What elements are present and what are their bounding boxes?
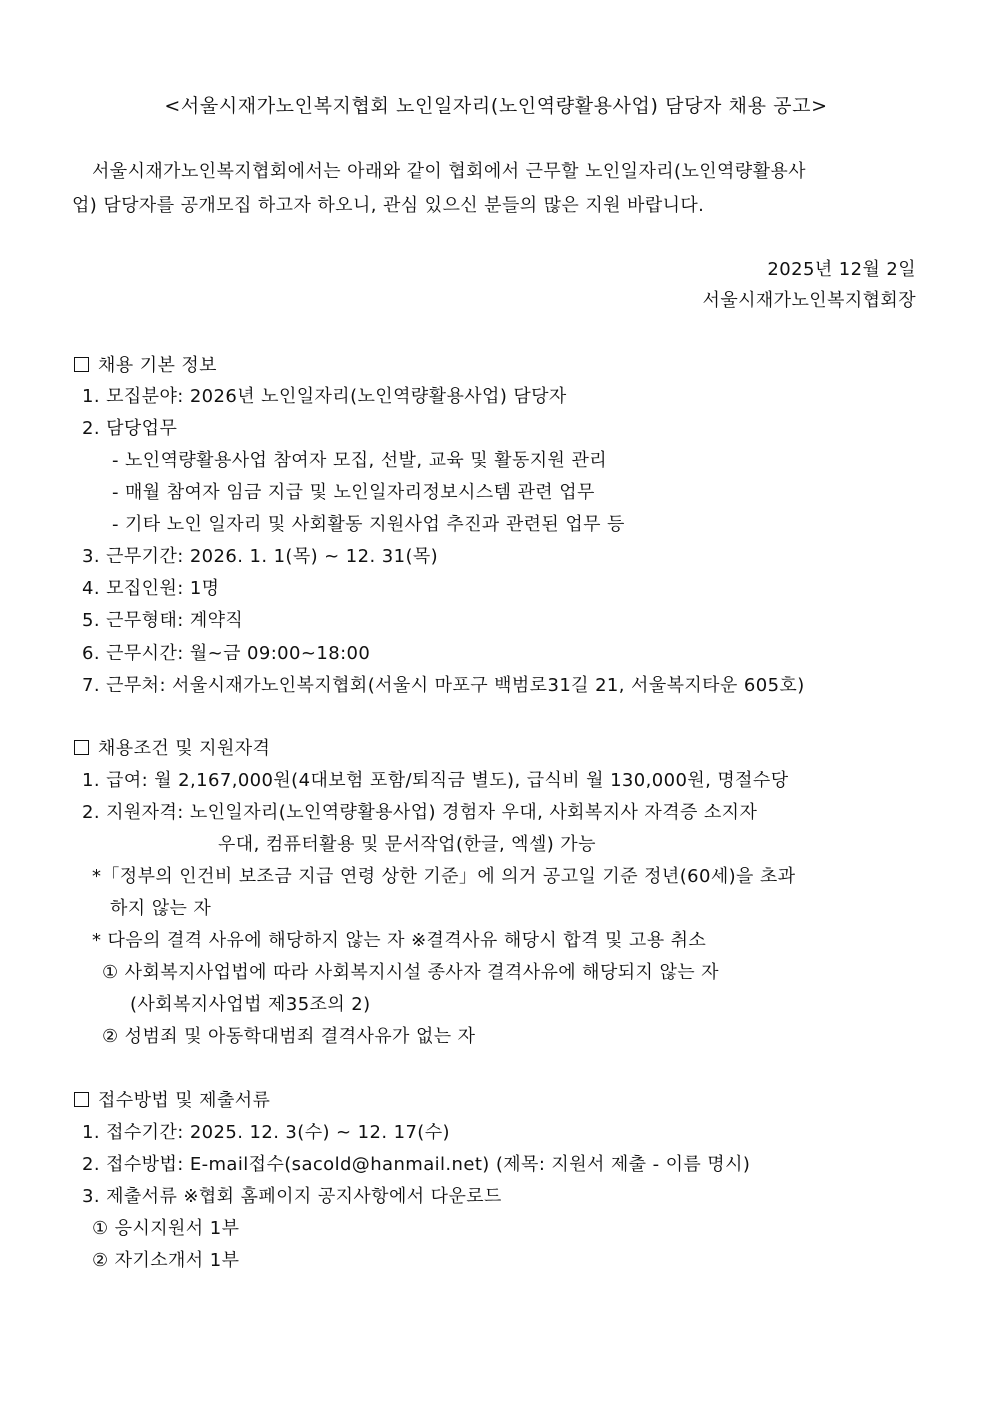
signer: 서울시재가노인복지협회장 [702, 290, 916, 311]
section1-item3: 3. 근무기간: 2026. 1. 1(목) ~ 12. 31(목) [82, 546, 439, 567]
section3-doc1: ① 응시지원서 1부 [92, 1218, 240, 1239]
section3-item3: 3. 제출서류 ※협회 홈페이지 공지사항에서 다운로드 [82, 1186, 502, 1207]
section1-heading-text: 채용 기본 정보 [98, 355, 217, 376]
section2-note2: * 다음의 결격 사유에 해당하지 않는 자 ※결격사유 해당시 합격 및 고용 취소 [92, 930, 707, 951]
section1-duty3: - 기타 노인 일자리 및 사회활동 지원사업 추진과 관련된 업무 등 [112, 514, 625, 535]
section1-item5: 5. 근무형태: 계약직 [82, 610, 244, 631]
section2-note1-line2: 하지 않는 자 [110, 898, 212, 919]
section1-item4: 4. 모집인원: 1명 [82, 578, 220, 599]
section2-sub2: ② 성범죄 및 아동학대범죄 결격사유가 없는 자 [102, 1026, 476, 1047]
intro-line-1: 서울시재가노인복지협회에서는 아래와 같이 협회에서 근무할 노인일자리(노인역량활용사 [92, 161, 806, 182]
intro-line-2: 업) 담당자를 공개모집 하고자 하오니, 관심 있으신 분들의 많은 지원 바랍니다. [72, 195, 705, 216]
section2-sub1-line2: (사회복지사업법 제35조의 2) [130, 994, 371, 1015]
section1-duty1: - 노인역량활용사업 참여자 모집, 선발, 교육 및 활동지원 관리 [112, 450, 608, 471]
section1-item2: 2. 담당업무 [82, 418, 178, 439]
section3-heading [74, 1090, 270, 1112]
section1-duty2: - 매월 참여자 임금 지급 및 노인일자리정보시스템 관련 업무 [112, 482, 595, 503]
section3-heading-text: 접수방법 및 제출서류 [98, 1090, 271, 1111]
announcement-date: 2025년 12월 2일 [767, 259, 916, 280]
section1-item6: 6. 근무시간: 월~금 09:00~18:00 [82, 643, 371, 664]
checkbox-square-icon [74, 357, 89, 372]
section2-note1-line1: *「정부의 인건비 보조금 지급 연령 상한 기준」에 의거 공고일 기준 정년(60세)을 초과 [92, 866, 796, 887]
checkbox-square-icon [74, 740, 89, 755]
section2-item1: 1. 급여: 월 2,167,000원(4대보험 포함/퇴직금 별도), 급식비 월 130,000원, 명절수당 [82, 770, 789, 791]
section1-item1: 1. 모집분야: 2026년 노인일자리(노인역량활용사업) 담당자 [82, 386, 567, 407]
section2-item2-line1: 2. 지원자격: 노인일자리(노인역량활용사업) 경험자 우대, 사회복지사 자격증 소지자 [82, 802, 758, 823]
section2-sub1-line1: ① 사회복지사업법에 따라 사회복지시설 종사자 결격사유에 해당되지 않는 자 [102, 962, 719, 983]
page-title: <서울시재가노인복지협회 노인일자리(노인역량활용사업) 담당자 채용 공고> [164, 95, 828, 117]
section3-doc2: ② 자기소개서 1부 [92, 1250, 240, 1271]
section2-item2-line2: 우대, 컴퓨터활용 및 문서작업(한글, 엑셀) 가능 [218, 834, 596, 855]
section1-heading [74, 355, 217, 377]
section3-item2: 2. 접수방법: E-mail접수(sacold@hanmail.net) (제목: 지원서 제출 - 이름 명시) [82, 1154, 751, 1175]
section1-item7: 7. 근무처: 서울시재가노인복지협회(서울시 마포구 백범로31길 21, 서울복지타운 605호) [82, 675, 805, 696]
section2-heading-text: 채용조건 및 지원자격 [98, 738, 271, 759]
checkbox-square-icon [74, 1092, 89, 1107]
section2-heading [74, 738, 270, 760]
section3-item1: 1. 접수기간: 2025. 12. 3(수) ~ 12. 17(수) [82, 1122, 450, 1143]
